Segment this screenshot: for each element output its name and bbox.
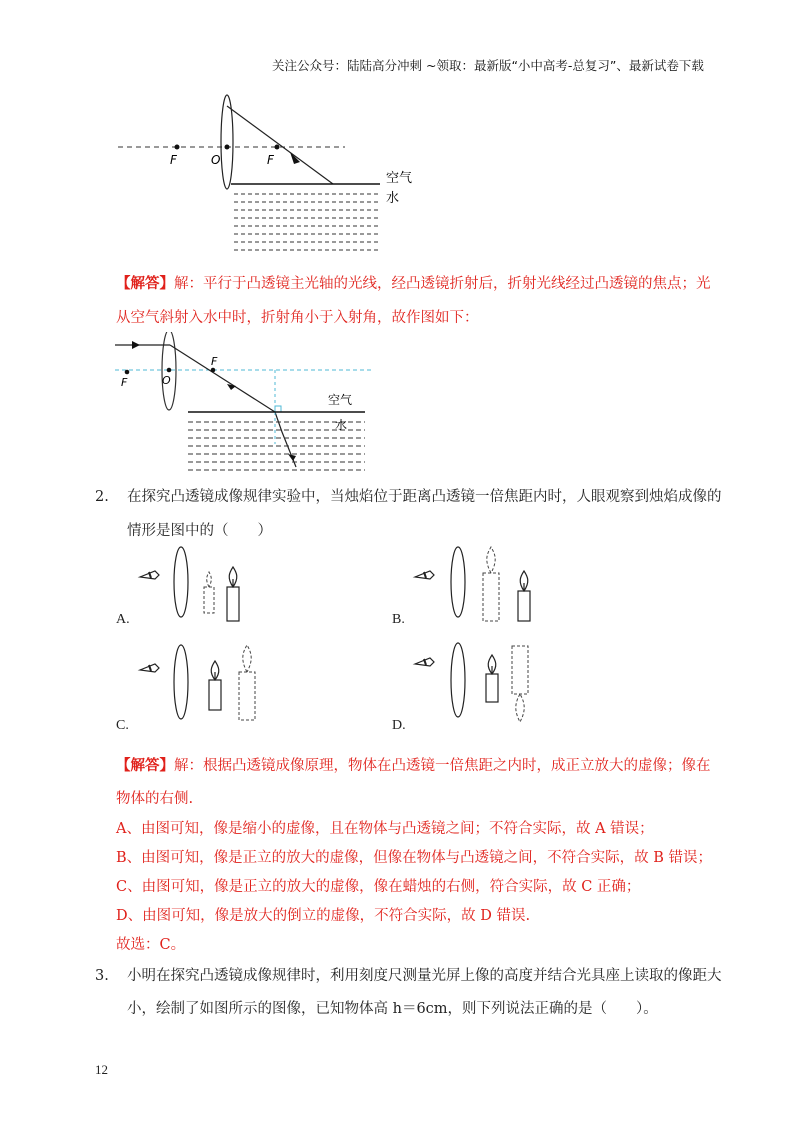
right-angle-mark	[275, 406, 281, 412]
option-c-label[interactable]: C.	[116, 718, 129, 733]
eye-icon	[415, 658, 434, 666]
option-b-diagram	[410, 545, 540, 625]
label-o: O	[211, 153, 221, 167]
q2-number: 2.	[95, 489, 109, 505]
answer2-line2: 物体的右侧.	[116, 791, 194, 807]
incident-arrow	[132, 341, 140, 349]
q3-line1: 小明在探究凸透镜成像规律时，利用刻度尺测量光屏上像的高度并结合光具座上读取的像距大	[127, 968, 722, 984]
candle-icon	[518, 571, 530, 621]
candle-icon	[486, 655, 498, 702]
q3-number: 3.	[95, 968, 109, 984]
virtual-image-small	[204, 572, 214, 613]
focus-point-left	[175, 145, 180, 150]
candle-icon	[209, 661, 221, 710]
candle-icon	[227, 567, 239, 621]
answer1-line1: 【解答】解：平行于凸透镜主光轴的光线，经凸透镜折射后，折射光线经过凸透镜的焦点；光	[116, 275, 711, 292]
label-f-right: F	[267, 153, 274, 167]
optical-center	[167, 368, 172, 373]
option-d-label[interactable]: D.	[392, 718, 406, 733]
option-c-diagram	[135, 642, 265, 724]
answer2-option-d: D、由图可知，像是放大的倒立的虚像，不符合实际，故 D 错误.	[116, 908, 531, 924]
virtual-image-large	[483, 547, 499, 621]
option-a-label[interactable]: A.	[116, 612, 130, 627]
convex-lens	[174, 547, 188, 617]
option-b-label[interactable]: B.	[392, 612, 405, 627]
label-water: 水	[386, 191, 400, 206]
focus-point-right	[275, 145, 280, 150]
q2-line1: 在探究凸透镜成像规律实验中，当烛焰位于距离凸透镜一倍焦距内时，人眼观察到烛焰成像的	[127, 489, 722, 505]
option-d-diagram	[410, 640, 540, 726]
convex-lens	[451, 643, 465, 717]
answer2-option-b: B、由图可知，像是正立的放大的虚像，但像在物体与凸透镜之间，不符合实际，故 B 错误；	[116, 850, 713, 866]
answer2-final: 故选：C。	[116, 937, 186, 953]
focus-point-right	[211, 368, 216, 373]
eye-icon	[140, 571, 159, 579]
answer-tag: 【解答】	[116, 275, 174, 292]
label-air: 空气	[386, 171, 413, 186]
water-arrow	[288, 454, 296, 461]
virtual-image-large	[239, 645, 255, 720]
answer-tag: 【解答】	[116, 757, 174, 774]
water-hatching	[234, 194, 380, 250]
label-f-right: F	[211, 355, 218, 368]
focus-point-left	[125, 370, 130, 375]
answer2-option-c: C、由图可知，像是正立的放大的虚像，像在蜡烛的右侧，符合实际，故 C 正确；	[116, 879, 641, 895]
page-header: 关注公众号：陆陆高分冲刺 ~领取：最新版“小中高考-总复习”、最新试卷下载	[272, 58, 704, 73]
label-o: O	[162, 374, 171, 387]
label-f-left: F	[170, 153, 177, 167]
answer2-option-a: A、由图可知，像是缩小的虚像，且在物体与凸透镜之间；不符合实际，故 A 错误；	[116, 821, 654, 837]
label-f-left: F	[121, 376, 128, 389]
refracted-ray-air	[170, 345, 275, 412]
answer2-line1: 【解答】解：根据凸透镜成像原理，物体在凸透镜一倍焦距之内时，成正立放大的虚像；像在	[116, 757, 711, 774]
optical-center	[225, 145, 230, 150]
answer1-line2: 从空气斜射入水中时，折射角小于入射角，故作图如下：	[116, 310, 479, 326]
page-number: 12	[95, 1062, 108, 1077]
q3-line2: 小，绘制了如图所示的图像，已知物体高 h＝6cm，则下列说法正确的是（ ）。	[127, 1001, 658, 1017]
virtual-image-inverted	[512, 646, 528, 722]
q2-line2: 情形是图中的（ ）	[127, 523, 272, 539]
figure-lens-water-question	[110, 92, 420, 257]
refracted-ray	[227, 106, 333, 184]
label-air: 空气	[328, 393, 353, 407]
eye-icon	[415, 571, 434, 579]
label-water: 水	[335, 418, 348, 432]
figure-lens-water-solution	[110, 332, 380, 477]
eye-icon	[140, 664, 159, 672]
option-a-diagram	[135, 545, 255, 625]
convex-lens	[451, 547, 465, 617]
convex-lens	[174, 645, 188, 719]
